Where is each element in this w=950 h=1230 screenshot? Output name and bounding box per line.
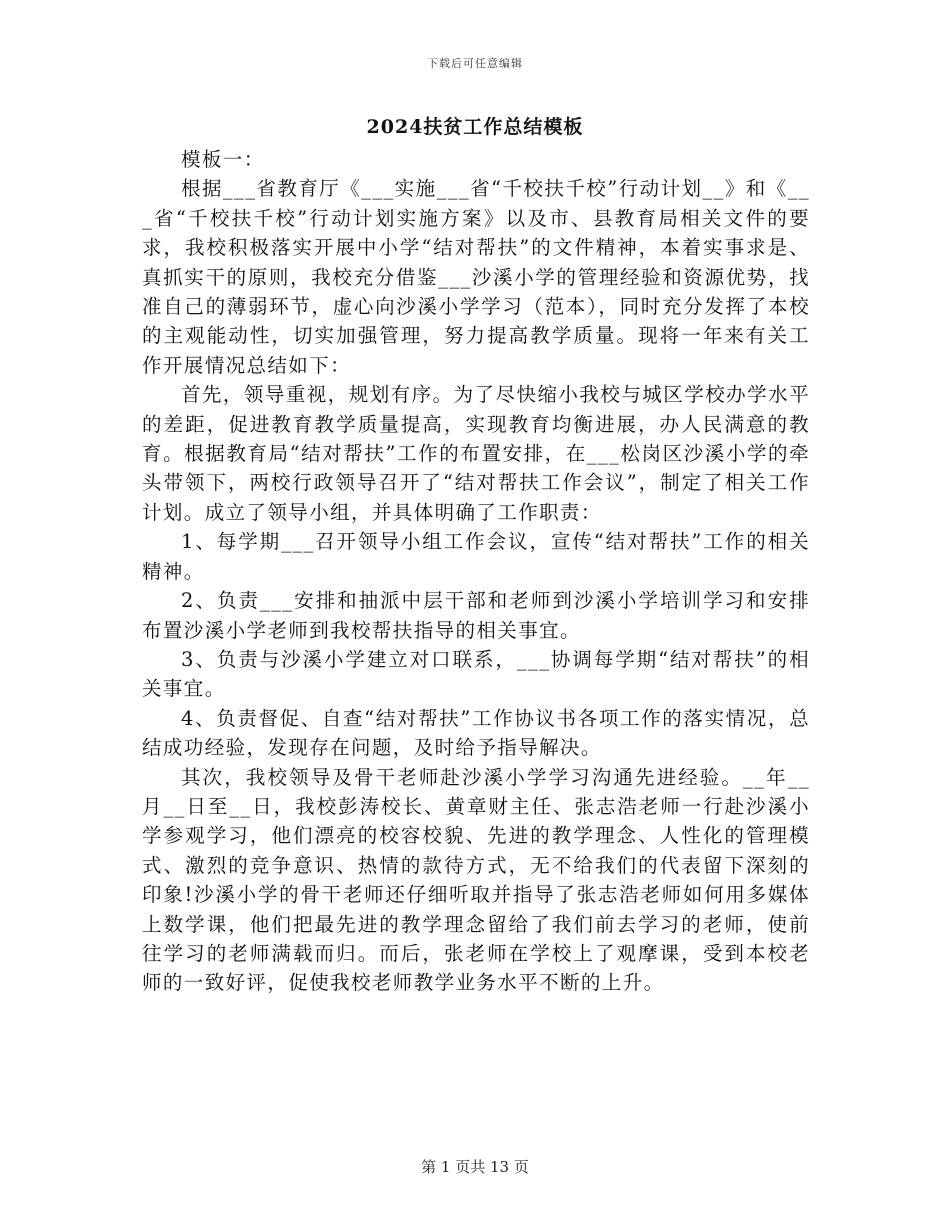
document-title: 2024扶贫工作总结模板 [366,116,584,138]
document-body [142,145,810,998]
paragraph-second-section: 其次，我校领导及骨干老师赴沙溪小学学习沟通先进经验。__年__月__日至__日，我校彭涛校长、黄章财主任、张志浩老师一行赴沙溪小学参观学习，他们漂亮的校容校貌、先进的教学理念、人性化的管理模式、激烈的竞争意识、热情的款待方式，无不给我们的代表留下深刻的印象!沙溪小学的骨干老师还仔细听取并指导了张志浩老师如何用多媒体上数学课，他们把最先进的教学理念留给了我们前去学习的老师，使前往学习的老师满载而归。而后，张老师在学校上了观摩课，受到本校老师的一致好评，促使我校老师教学业务水平不断的上升。 [142,765,810,995]
list-item-duty-1: 1、每学期___召开领导小组工作会议，宣传“结对帮扶”工作的相关精神。 [142,530,810,583]
list-item-duty-4: 4、负责督促、自查“结对帮扶”工作协议书各项工作的落实情况，总结成功经验，发现存在问题，及时给予指导解决。 [142,706,810,760]
paragraph-template-label: 模板一： [181,148,265,171]
list-item-duty-3: 3、负责与沙溪小学建立对口联系，___协调每学期“结对帮扶”的相关事宜。 [142,647,810,701]
paragraph-first-section: 首先，领导重视，规划有序。为了尽快缩小我校与城区学校办学水平的差距，促进教育教学质量提高，实现教育均衡进展，办人民满意的教育。根据教育局“结对帮扶”工作的布置安排，在___松岗区沙溪小学的牵头带领下，两校行政领导召开了“结对帮扶工作会议”，制定了相关工作计划。成立了领导小组，并具体明确了工作职责： [142,383,810,524]
paragraph-intro: 根据___省教育厅《___实施___省“千校扶千校”行动计划__》和《___省“千校扶千校”行动计划实施方案》以及市、县教育局相关文件的要求，我校积极落实开展中小学“结对帮扶”的文件精神，本着实事求是、真抓实干的原则，我校充分借鉴___沙溪小学的管理经验和资源优势，找准自己的薄弱环节，虚心向沙溪小学学习（范本），同时充分发挥了本校的主观能动性，切实加强管理，努力提高教学质量。现将一年来有关工作开展情况总结如下： [142,177,810,377]
list-item-duty-2: 2、负责___安排和抽派中层干部和老师到沙溪小学培训学习和安排布置沙溪小学老师到我校帮扶指导的相关事宜。 [142,589,810,642]
header-note: 下载后可任意编辑 [427,57,523,70]
page-footer: 第 1 页共 13 页 [421,1158,529,1176]
